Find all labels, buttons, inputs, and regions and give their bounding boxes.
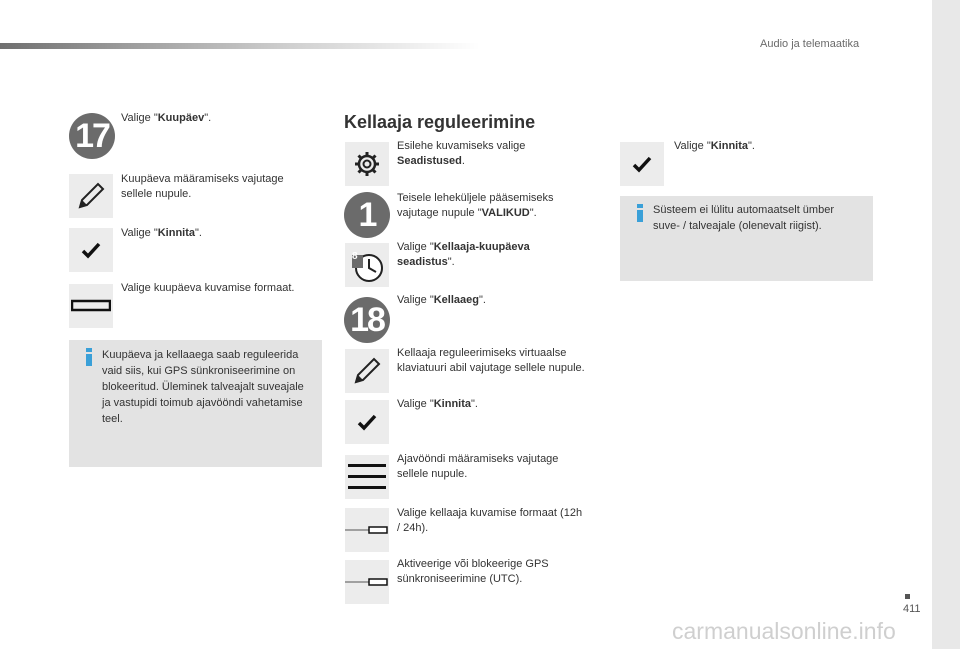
settings-gear-icon xyxy=(353,150,381,178)
left-item-3-text: Valige "Kinnita". xyxy=(121,227,202,239)
right-item-1-text: Valige "Kinnita". xyxy=(674,140,755,152)
gps-sync-toggle[interactable] xyxy=(345,560,389,604)
mid-item-4-text: Valige "Kellaaeg". xyxy=(397,294,486,306)
mid-item-2-text: Teisele leheküljele pääsemiseks vajutage nupule "VALIKUD". xyxy=(397,192,554,219)
info-icon xyxy=(634,204,646,222)
timezone-button[interactable] xyxy=(345,455,389,499)
step-badge-17: 17 xyxy=(69,113,115,159)
step-badge-18: 18 xyxy=(344,297,390,343)
side-tab xyxy=(932,0,960,649)
left-item-2-text: Kuupäeva määramiseks vajutage sellele nupule. xyxy=(121,173,284,200)
menu-lines-icon xyxy=(348,462,386,492)
confirm-button[interactable] xyxy=(69,228,113,272)
toggle-slider-icon xyxy=(345,577,389,587)
pencil-button[interactable] xyxy=(69,174,113,218)
clock-settings-button[interactable] xyxy=(345,243,389,287)
format-bar-icon xyxy=(71,298,111,314)
checkmark-icon xyxy=(81,240,101,260)
mid-item-8-text: Valige kellaaja kuvamise formaat (12h / 24h). xyxy=(397,507,583,534)
mid-item-7-text: Ajavööndi määramiseks vajutage sellele nupule. xyxy=(397,453,559,480)
toggle-slider-icon xyxy=(345,525,389,535)
mid-item-6-text: Valige "Kinnita". xyxy=(397,398,478,410)
page-mark xyxy=(905,594,910,599)
confirm-button-time[interactable] xyxy=(345,400,389,444)
left-item-1-text: Valige "Kuupäev". xyxy=(121,112,212,124)
mid-item-3-text: Valige "Kellaaja-kuupäeva seadistus". xyxy=(397,241,530,268)
page-number: 411 xyxy=(903,603,921,615)
date-format-button[interactable] xyxy=(69,284,113,328)
time-format-toggle[interactable] xyxy=(345,508,389,552)
confirm-button-right[interactable] xyxy=(620,142,664,186)
info-icon xyxy=(83,348,95,366)
step-badge-1: 1 xyxy=(344,192,390,238)
mid-item-9-text: Aktiveerige või blokeerige GPS sünkroniseerimine (UTC). xyxy=(397,558,549,585)
section-heading: Kellaaja reguleerimine xyxy=(344,112,536,132)
checkmark-icon xyxy=(357,412,377,432)
pencil-icon xyxy=(74,179,108,213)
settings-button[interactable] xyxy=(345,142,389,186)
note-left-text: Kuupäeva ja kellaaega saab reguleerida vaid siis, kui GPS sünkroniseerimine on blokeeritud. Üleminek talveajalt suveajale ja vastupidi toimub ajavööndi vahetamise teel. xyxy=(102,349,304,425)
pencil-icon xyxy=(350,354,384,388)
mid-item-1-text: Esilehe kuvamiseks valige Seadistused. xyxy=(397,140,526,167)
mid-item-5-text: Kellaaja reguleerimiseks virtuaalse klaviatuuri abil vajutage sellele nupule. xyxy=(397,347,585,374)
clock-badge: 8 xyxy=(352,251,358,262)
pencil-button-time[interactable] xyxy=(345,349,389,393)
watermark: carmanualsonline.info xyxy=(672,618,896,644)
left-item-4-text: Valige kuupäeva kuvamise formaat. xyxy=(121,282,295,294)
section-title: Audio ja telemaatika xyxy=(760,38,860,50)
checkmark-icon xyxy=(632,154,652,174)
info-note-left xyxy=(69,340,322,467)
info-note-right xyxy=(620,196,873,281)
header-gradient-bar xyxy=(0,43,480,49)
note-right-text: Süsteem ei lülitu automaatselt ümber suve- / talveajale (olenevalt riigist). xyxy=(653,204,834,232)
